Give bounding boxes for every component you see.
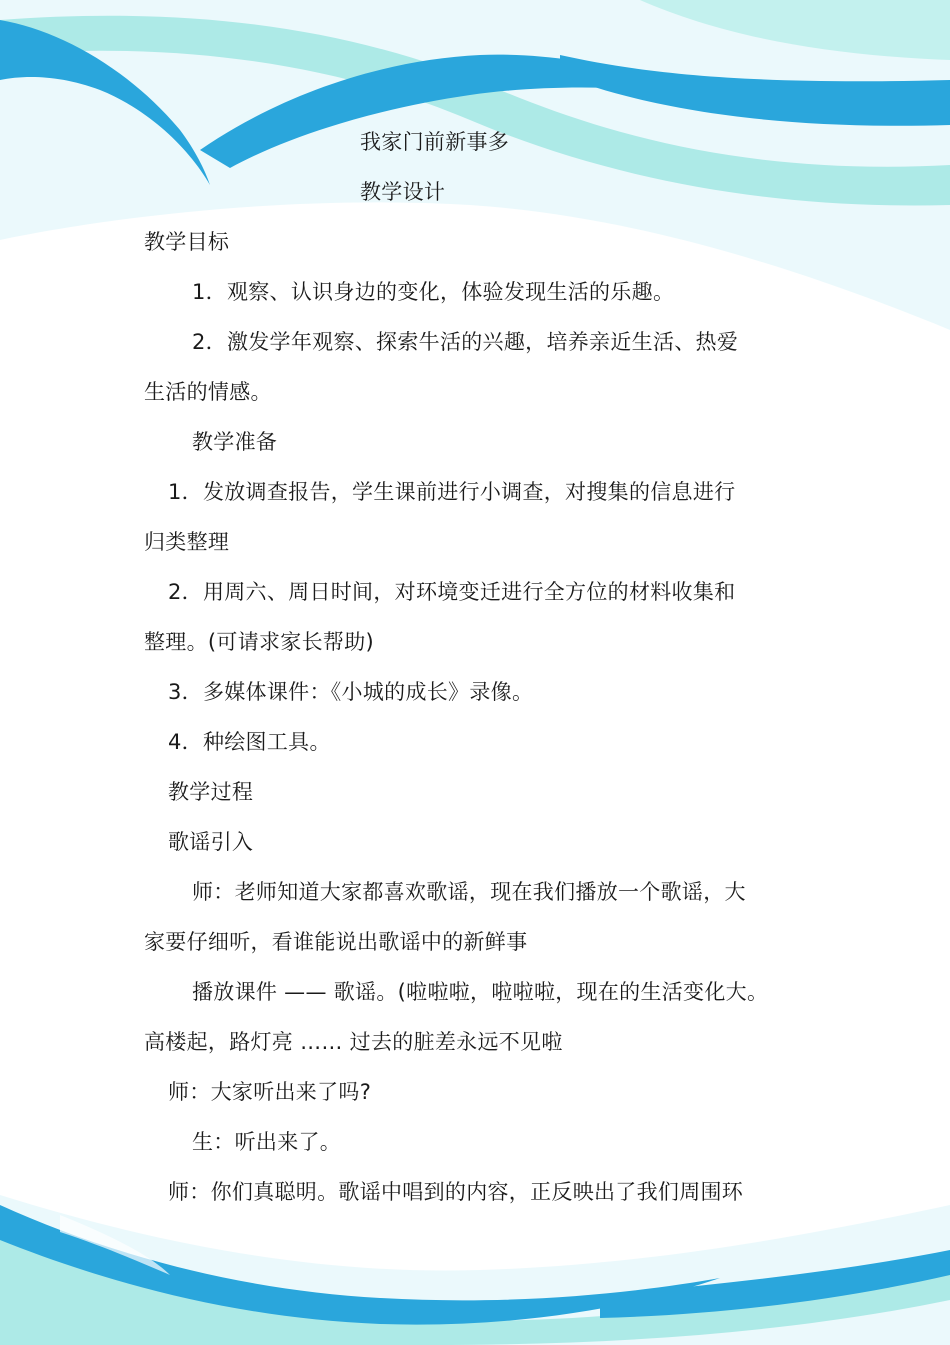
section-heading-preparation: 教学准备	[192, 430, 278, 454]
section-heading-process: 教学过程	[168, 780, 254, 804]
section-heading-intro: 歌谣引入	[168, 830, 254, 854]
paragraph-line: 生活的情感。	[144, 380, 272, 404]
paragraph-line: 师：你们真聪明。歌谣中唱到的内容，正反映出了我们周围环	[168, 1180, 744, 1204]
paragraph-line: 1．发放调查报告，学生课前进行小调查，对搜集的信息进行	[168, 480, 736, 504]
paragraph-line: 生：听出来了。	[192, 1130, 342, 1154]
paragraph-line: 整理。(可请求家长帮助)	[144, 630, 374, 654]
paragraph-line: 归类整理	[144, 530, 230, 554]
paragraph-line: 2．激发学年观察、探索牛活的兴趣，培养亲近生活、热爱	[192, 330, 739, 354]
paragraph-line: 3．多媒体课件：《小城的成长》录像。	[168, 680, 534, 704]
paragraph-line: 家要仔细听，看谁能说出歌谣中的新鲜事	[144, 930, 528, 954]
paragraph-line: 高楼起，路灯亮 …… 过去的脏差永远不见啦	[144, 1030, 563, 1054]
paragraph-line: 播放课件 —— 歌谣。(啦啦啦，啦啦啦，现在的生活变化大。	[192, 980, 769, 1004]
document-title: 我家门前新事多	[360, 130, 510, 154]
section-heading-objectives: 教学目标	[144, 230, 230, 254]
paragraph-line: 4．种绘图工具。	[168, 730, 331, 754]
paragraph-line: 师：大家听出来了吗?	[168, 1080, 372, 1104]
paragraph-line: 2．用周六、周日时间，对环境变迁进行全方位的材料收集和	[168, 580, 736, 604]
document-subtitle: 教学设计	[360, 180, 446, 204]
paragraph-line: 1．观察、认识身边的变化，体验发现生活的乐趣。	[192, 280, 675, 304]
paragraph-line: 师：老师知道大家都喜欢歌谣，现在我们播放一个歌谣，大	[192, 880, 746, 904]
